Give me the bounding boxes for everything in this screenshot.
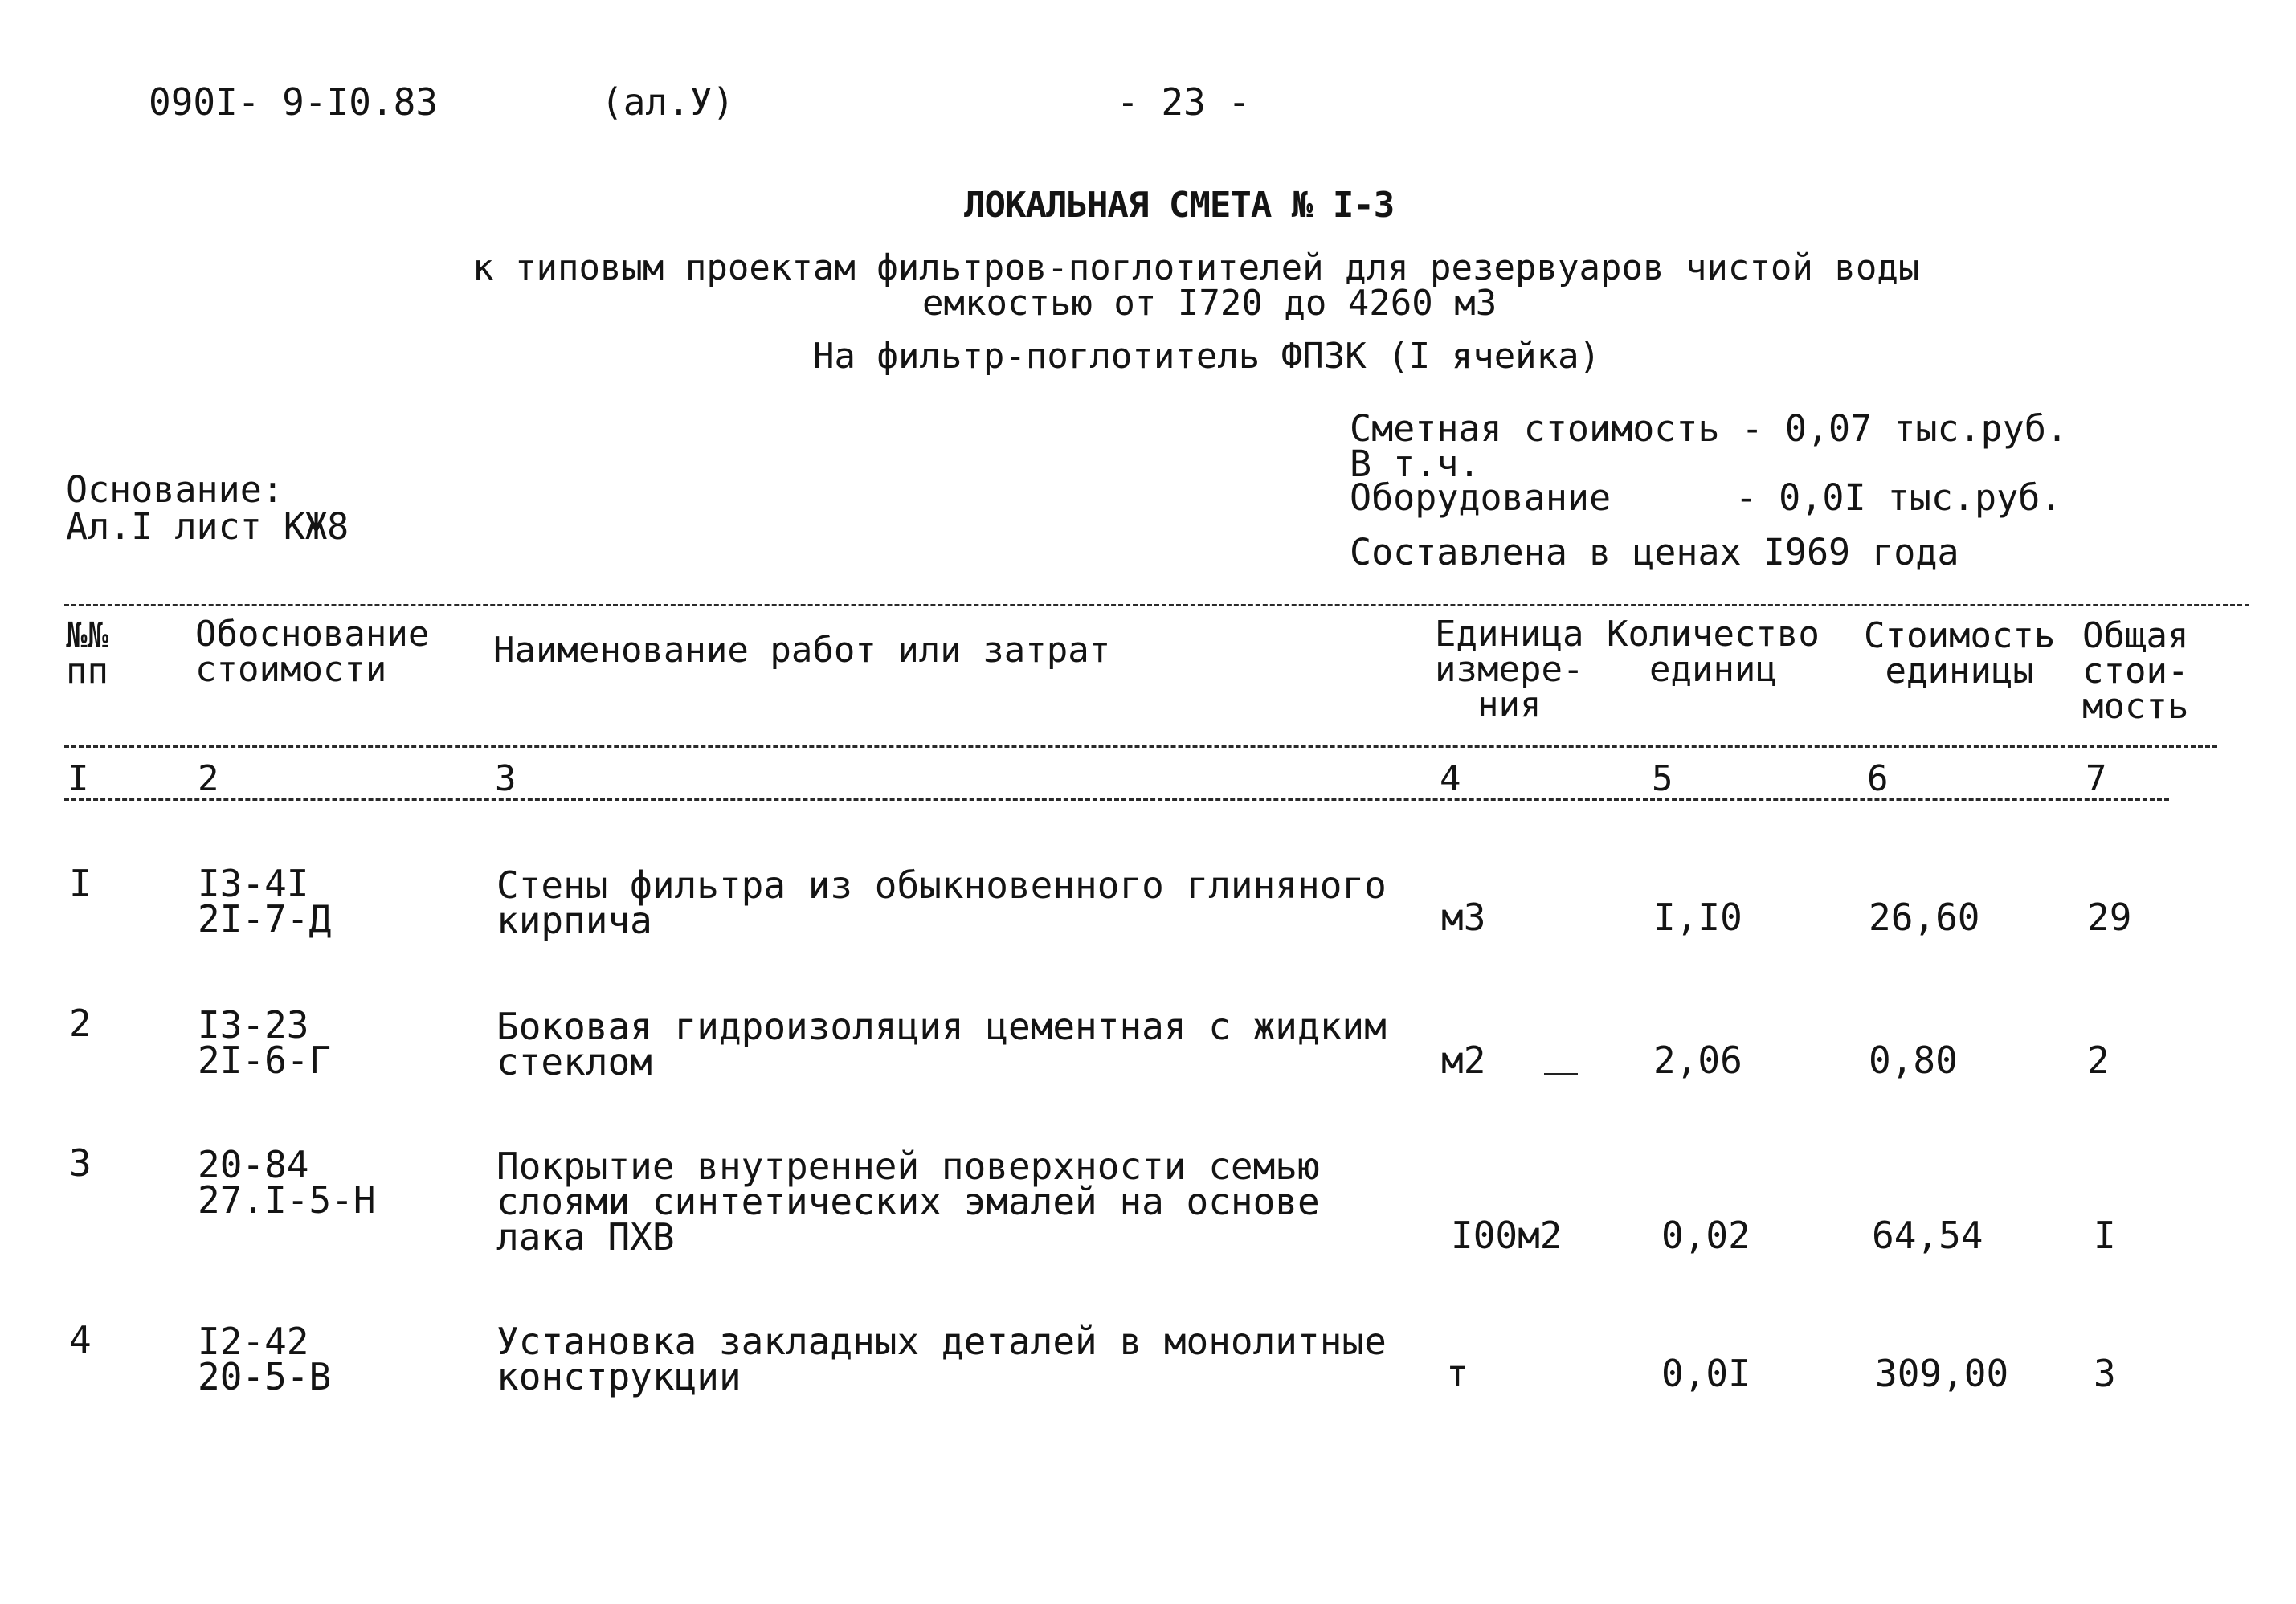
header-unit: Единица измере- ния — [1435, 614, 1584, 725]
header-bottom-rule — [64, 745, 2217, 748]
row-number: I — [69, 862, 92, 905]
row-unit: м3 — [1441, 896, 1486, 939]
row-basis: 20-84 27.I-5-Н — [198, 1143, 376, 1222]
row-total: I — [2094, 1214, 2116, 1257]
col-number-2: 2 — [198, 758, 219, 799]
row-basis: I3-23 2I-6-Г — [198, 1003, 332, 1082]
row-qty: 0,02 — [1661, 1214, 1751, 1257]
title-line-2: емкостью от I720 до 4260 м3 — [922, 283, 1497, 324]
header-num: №№ пп — [66, 615, 108, 692]
header-total: Общая стои- мость — [2082, 615, 2189, 727]
col-number-7: 7 — [2086, 758, 2107, 799]
col-number-4: 4 — [1440, 758, 1461, 799]
row-number: 2 — [69, 1002, 92, 1045]
table-top-rule — [64, 604, 2249, 606]
equipment-label: Оборудование — [1350, 476, 1612, 519]
row-total: 2 — [2087, 1039, 2110, 1082]
row-unit-cost: 64,54 — [1872, 1214, 1983, 1257]
row-number: 3 — [69, 1141, 92, 1185]
row-total: 3 — [2094, 1352, 2116, 1395]
col-number-1: I — [67, 758, 89, 799]
document-code: 090I- 9-I0.83 — [149, 80, 439, 124]
estimate-title: ЛОКАЛЬНАЯ СМЕТА № I-3 — [964, 185, 1395, 226]
row-name: Установка закладных деталей в монолитные конструкции — [496, 1320, 1387, 1398]
row-name: Боковая гидроизоляция цементная с жидким стеклом — [496, 1005, 1387, 1084]
row-total: 29 — [2087, 896, 2132, 939]
col-number-6: 6 — [1867, 758, 1889, 799]
page-number: - 23 - — [1117, 80, 1251, 124]
row-unit: т — [1446, 1352, 1469, 1395]
col-number-3: 3 — [495, 758, 517, 799]
row-unit: м2 — [1441, 1039, 1486, 1082]
row-number: 4 — [69, 1318, 92, 1361]
row-name: Покрытие внутренней поверхности семью слоями синтетических эмалей на основе лака ПХВ — [496, 1145, 1320, 1259]
row-qty: 0,0I — [1661, 1352, 1751, 1395]
col-number-5: 5 — [1652, 758, 1673, 799]
row-unit-cost: 0,80 — [1869, 1039, 1958, 1082]
row-qty: I,I0 — [1653, 896, 1742, 939]
header-unit-cost: Стоимость единицы — [1864, 615, 2056, 692]
row-unit: I00м2 — [1451, 1214, 1563, 1257]
header-qty: Количество единиц — [1607, 614, 1820, 690]
album-label: (ал.У) — [601, 80, 735, 124]
header-basis: Обоснование стоимости — [195, 614, 430, 690]
equipment-value: - 0,0I тыс.руб. — [1735, 476, 2062, 519]
row-qty: 2,06 — [1653, 1039, 1742, 1082]
row-name: Стены фильтра из обыкновенного глиняного кирпича — [496, 863, 1387, 942]
basis-label: Основание: — [66, 468, 284, 511]
row-basis: I3-4I 2I-7-Д — [198, 862, 332, 941]
header-name: Наименование работ или затрат — [493, 630, 1111, 671]
row-unit-cost: 309,00 — [1875, 1352, 2009, 1395]
estimated-cost: Сметная стоимость - 0,07 тыс.руб. — [1350, 407, 2069, 450]
title-line-3: На фильтр-поглотитель ФПЗК (I ячейка) — [813, 336, 1601, 377]
basis-value: Ал.I лист КЖ8 — [66, 505, 349, 548]
including-label: В т.ч. — [1350, 443, 1481, 485]
dash-mark — [1544, 1073, 1578, 1075]
prices-year: Составлена в ценах I969 года — [1350, 531, 1959, 573]
title-line-1: к типовым проектам фильтров-поглотителей для резервуаров чистой воды — [472, 247, 1920, 288]
column-numbers-rule — [64, 798, 2169, 801]
row-basis: I2-42 20-5-В — [198, 1320, 332, 1398]
row-unit-cost: 26,60 — [1869, 896, 1980, 939]
